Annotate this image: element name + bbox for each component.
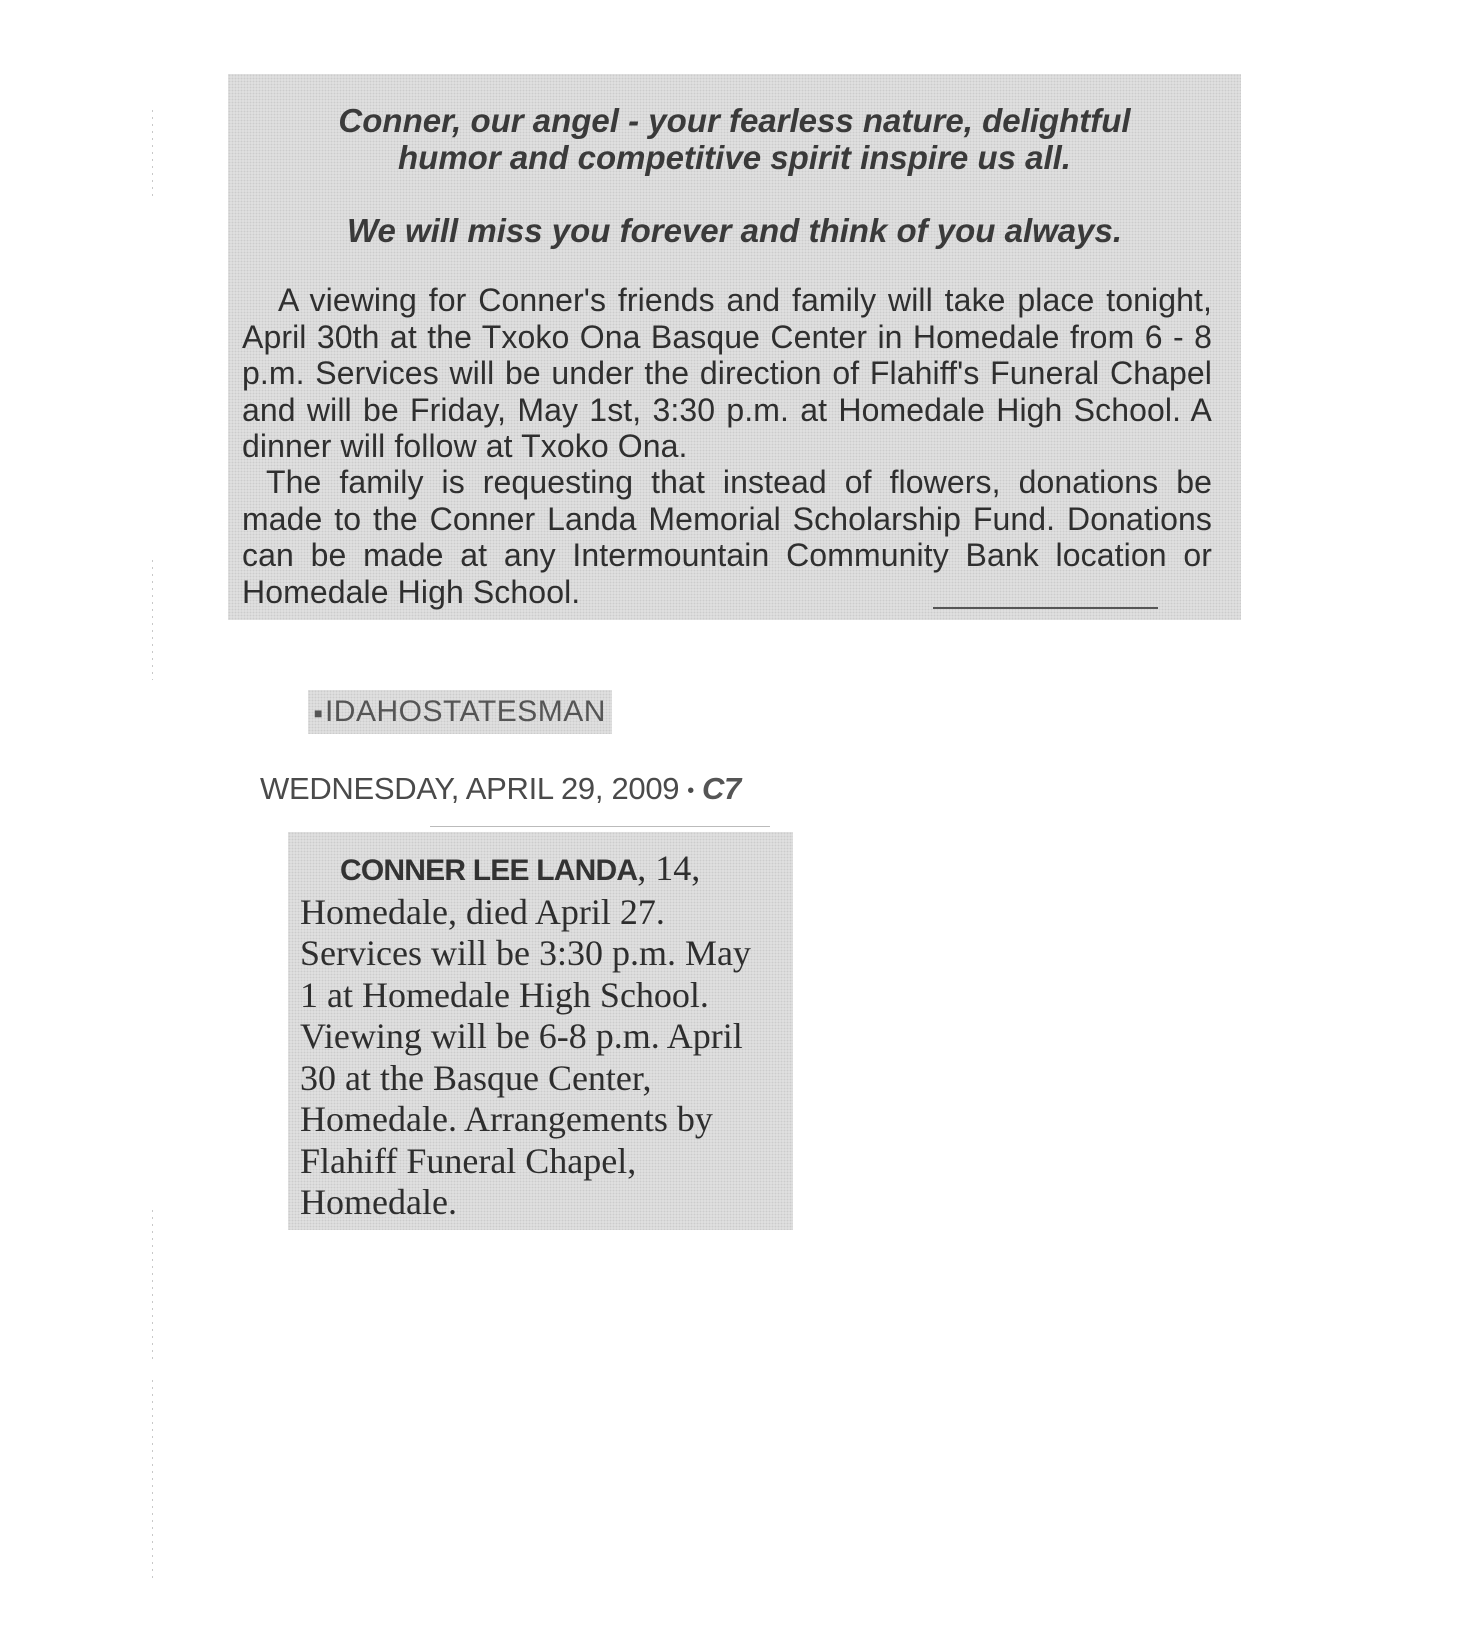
dateline (260, 770, 741, 810)
viewing-paragraph: A viewing for Conner's friends and family will take place tonight, April 30th at the Txoko Ona Basque Center in Homedale from 6 - 8 p.m. Services will be under the direction of Flahiff's Funeral Chapel and will be Friday, May 1st, 3:30 p.m. at Homedale High School. A dinner will follow at Txoko Ona. (242, 282, 1212, 465)
tribute-clipping (228, 74, 1241, 620)
bullet-icon: ■ (314, 705, 323, 722)
obituary-name: CONNER LEE LANDA (340, 854, 638, 887)
obituary-clipping (288, 832, 793, 1230)
dateline-rule (430, 826, 770, 827)
page-number: C7 (701, 771, 741, 806)
scan-artifact (152, 1210, 153, 1360)
scan-artifact (152, 560, 153, 680)
scan-artifact (152, 1380, 153, 1580)
obituary-body (300, 848, 770, 1224)
tribute-line-1: Conner, our angel - your fearless nature, delightful (338, 102, 1131, 139)
newspaper-masthead (308, 690, 612, 734)
scan-artifact (152, 110, 153, 200)
masthead-title: IDAHOSTATESMAN (324, 695, 606, 728)
donation-paragraph: The family is requesting that instead of flowers, donations be made to the Conner Landa Memorial Scholarship Fund. Donations can be made at any Intermountain Community Bank location or Homedale High School. (242, 464, 1212, 610)
dateline-separator: • (687, 779, 694, 802)
dateline-date: WEDNESDAY, APRIL 29, 2009 (260, 771, 680, 806)
tribute-line-2: humor and competitive spirit inspire us all. (398, 139, 1071, 176)
end-rule (933, 607, 1158, 609)
tribute-heading (228, 102, 1241, 176)
tribute-closing: We will miss you forever and think of you always. (346, 212, 1123, 249)
obituary-text: , 14, Homedale, died April 27. Services will be 3:30 p.m. May 1 at Homedale High School. Viewing will be 6-8 p.m. April 30 at the Basque Center, Homedale. Arrangements by Flahiff Funeral Chapel, Homedale. (300, 848, 751, 1222)
